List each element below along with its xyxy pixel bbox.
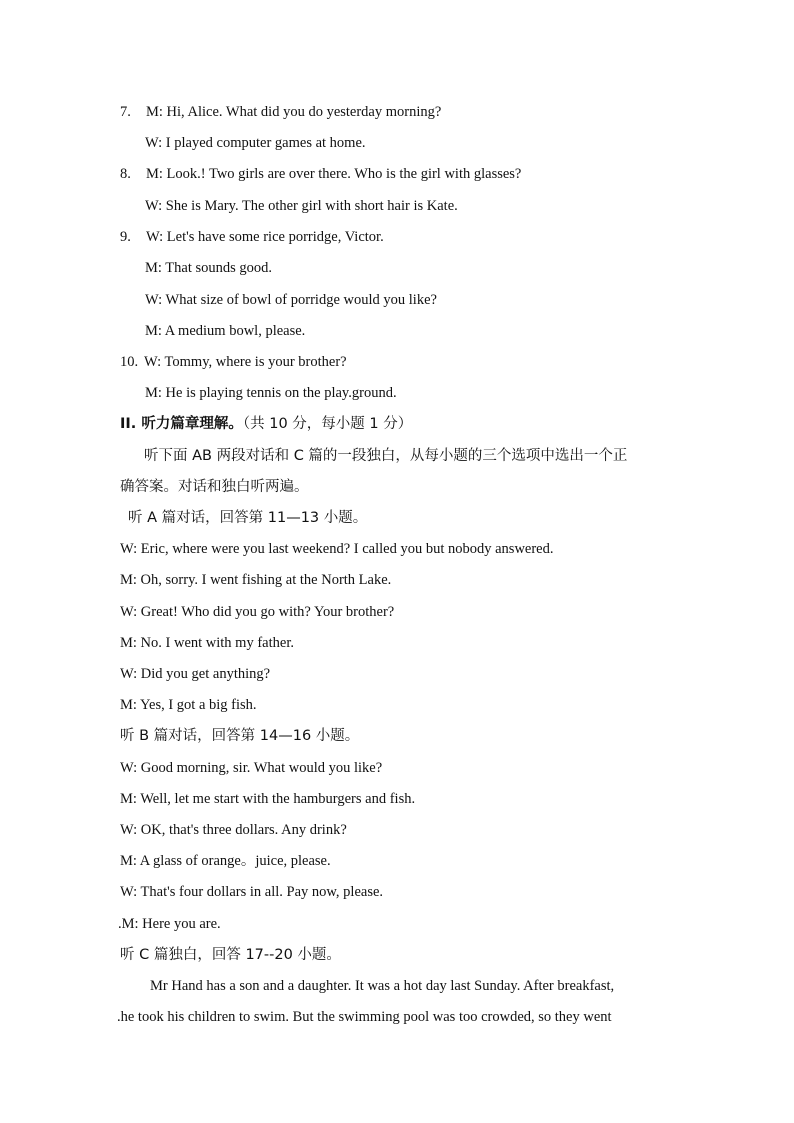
item-number: 10. <box>120 354 139 370</box>
item-8-line-1 <box>120 165 521 183</box>
item-9-line-4: M: A medium bowl, please. <box>145 323 306 339</box>
dialogue-line: W: Let's have some rice porridge, Victor. <box>146 229 384 245</box>
part-c-title: 听 C 篇独白，回答 17--20 小题。 <box>120 947 341 963</box>
part-b-line: W: Good morning, sir. What would you like? <box>120 760 383 776</box>
item-number: 7. <box>120 104 131 120</box>
dialogue-line: M: Hi, Alice. What did you do yesterday morning? <box>146 104 442 120</box>
part-a-line: W: Great! Who did you go with? Your brother? <box>120 604 395 620</box>
item-7-line-2: W: I played computer games at home. <box>145 135 366 151</box>
item-10-line-2: M: He is playing tennis on the play.ground. <box>145 385 397 401</box>
dialogue-line: W: Tommy, where is your brother? <box>144 354 347 370</box>
dialogue-line: M: Look.! Two girls are over there. Who is the girl with glasses? <box>146 166 522 182</box>
part-a-line: M: No. I went with my father. <box>120 635 294 651</box>
item-number: 9. <box>120 229 131 245</box>
part-b-line: .M: Here you are. <box>118 916 221 932</box>
instruction-line-2: 确答案。对话和独白听两遍。 <box>120 479 309 495</box>
part-a-line: M: Oh, sorry. I went fishing at the North Lake. <box>120 572 392 588</box>
part-a-line: M: Yes, I got a big fish. <box>120 697 257 713</box>
item-9-line-1 <box>120 228 384 246</box>
part-c-line: Mr Hand has a son and a daughter. It was a hot day last Sunday. After breakfast, <box>150 978 615 994</box>
part-b-line: W: That's four dollars in all. Pay now, please. <box>120 884 384 900</box>
part-a-line: W: Did you get anything? <box>120 666 271 682</box>
section-heading-bold: II. 听力篇章理解。 <box>120 416 243 432</box>
part-b-title: 听 B 篇对话，回答第 14—16 小题。 <box>120 728 360 744</box>
part-a-title: 听 A 篇对话，回答第 11—13 小题。 <box>128 510 368 526</box>
item-9-line-3: W: What size of bowl of porridge would you like? <box>145 292 437 308</box>
item-10-line-1 <box>120 353 347 371</box>
section-heading <box>120 415 412 433</box>
part-b-line: W: OK, that's three dollars. Any drink? <box>120 822 347 838</box>
part-a-line: W: Eric, where were you last weekend? I called you but nobody answered. <box>120 541 554 557</box>
item-number: 8. <box>120 166 131 182</box>
part-b-line: M: Well, let me start with the hamburgers and fish. <box>120 791 416 807</box>
section-heading-rest: （共 10 分，每小题 1 分） <box>242 416 413 432</box>
item-7-line-1 <box>120 103 441 121</box>
item-8-line-2: W: She is Mary. The other girl with short hair is Kate. <box>145 198 458 214</box>
part-b-line: M: A glass of orange。juice, please. <box>120 853 331 869</box>
part-c-line: .he took his children to swim. But the swimming pool was too crowded, so they went <box>117 1009 612 1025</box>
instruction-line-1: 听下面 AB 两段对话和 C 篇的一段独白，从每小题的三个选项中选出一个正 <box>144 448 628 464</box>
item-9-line-2: M: That sounds good. <box>145 260 273 276</box>
